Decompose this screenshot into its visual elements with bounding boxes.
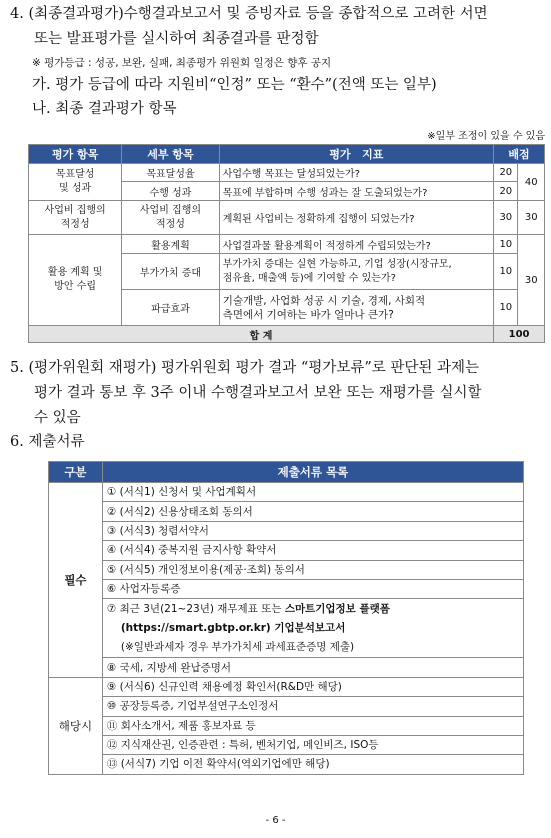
grade-note: ※ 평가등급 : 성공, 보완, 실패, 최종평가 위원회 일정은 향후 공지 [32,57,332,69]
sub-cell: 사업비 집행의 적정성 [122,201,219,235]
score-cell: 10 [494,254,518,290]
doc-item-financial [102,599,523,658]
eval-header-row [29,145,545,164]
score-cell: 30 [494,201,518,235]
list-item [49,579,524,598]
list-item [49,599,524,658]
indicator-cell: 부가가치 증대는 실현 가능하고, 기업 성장(시장규모, 점유율, 매출액 등)에 기여할 수 있는가? [219,254,493,290]
indicator-cell: 기술개발, 사업화 성공 시 기술, 경제, 사회적 측면에서 기여하는 바가 얼마나 큰가? [219,290,493,326]
evaluation-table [28,144,545,343]
section5-line2: 평가 결과 통보 후 3주 이내 수행결과보고서 보완 또는 재평가를 실시할 [34,385,482,401]
sub-cell: 목표달성율 [122,164,219,182]
doc-item: ③ (서식3) 청렴서약서 [102,521,523,540]
page-number: - 6 - [265,815,286,826]
item-na: 나. 최종 결과평가 항목 [32,101,177,117]
indicator-cell: 계획된 사업비는 정확하게 집행이 되었는가? [219,201,493,235]
eval-header-category: 평가 항목 [29,145,122,164]
list-item [49,677,524,696]
adjust-note: ※일부 조정이 있을 수 있음 [427,131,545,142]
sub-cell: 파급효과 [122,290,219,326]
docs-header-category: 구분 [49,462,103,483]
doc-item: ⑧ 국세, 지방세 완납증명서 [102,658,523,677]
doc-item: ⑫ 지식재산권, 인증관련 : 특허, 벤처기업, 메인비즈, ISO등 [102,735,523,754]
docs-header-list: 제출서류 목록 [102,462,523,483]
list-item [49,735,524,754]
sub-cell: 부가가치 증대 [122,254,219,290]
score-cell: 20 [494,182,518,201]
documents-table [48,461,524,775]
list-item [49,483,524,502]
list-item [49,755,524,774]
score-cell: 10 [494,235,518,254]
table-row [29,164,545,182]
list-item [49,560,524,579]
section4-line1: 4. (최종결과평가)수행결과보고서 및 증빙자료 등을 종합적으로 고려한 서면 [10,6,488,22]
total-label: 합 계 [29,326,494,343]
doc-item: ⑩ 공장등록증, 기업부설연구소인정서 [102,697,523,716]
doc-item: ⑤ (서식5) 개인정보이용(제공·조회) 동의서 [102,560,523,579]
group-total-cell: 30 [518,235,545,326]
doc-item-financial-d: (※일반과세자 경우 부가가치세 과세표준증명 제출) [120,640,355,653]
category-cell: 사업비 집행의 적정성 [29,201,122,235]
eval-header-indicator: 평가 지표 [219,145,493,164]
table-row [29,201,545,235]
doc-item-financial-a: ⑦ 최근 3년(21~23년) 재무제표 또는 [106,602,285,615]
section5-line3: 수 있음 [34,410,81,426]
optional-label: 해당시 [49,677,103,774]
list-item [49,716,524,735]
list-item [49,541,524,560]
doc-item: ④ (서식4) 중복지원 금지사항 확약서 [102,541,523,560]
doc-item-financial-b: 스마트기업정보 플랫폼 [284,602,390,615]
table-row [29,235,545,254]
eval-header-score: 배점 [494,145,545,164]
list-item [49,658,524,677]
eval-header-sub: 세부 항목 [122,145,219,164]
sub-cell: 활용계획 [122,235,219,254]
item-ga: 가. 평가 등급에 따라 지원비“인정” 또는 “환수”(전액 또는 일부) [32,77,437,93]
sub-cell: 수행 성과 [122,182,219,201]
total-row [29,326,545,343]
doc-item: ⑥ 사업자등록증 [102,579,523,598]
doc-item: ② (서식2) 신용상태조회 동의서 [102,502,523,521]
score-cell: 10 [494,290,518,326]
section6-title: 6. 제출서류 [10,434,85,450]
doc-item: ① (서식1) 신청서 및 사업계획서 [102,483,523,502]
total-value: 100 [494,326,545,343]
category-cell: 활용 계획 및 방안 수립 [29,235,122,326]
indicator-cell: 사업결과물 활용계획이 적정하게 수립되었는가? [219,235,493,254]
score-cell: 20 [494,164,518,182]
group-total-cell: 40 [518,164,545,201]
doc-item-financial-c: (https://smart.gbtp.or.kr) 기업분석보고서 [120,621,346,634]
list-item [49,521,524,540]
doc-item: ⑪ 회사소개서, 제품 홍보자료 등 [102,716,523,735]
group-total-cell: 30 [518,201,545,235]
required-label: 필수 [49,483,103,678]
indicator-cell: 사업수행 목표는 달성되었는가? [219,164,493,182]
list-item [49,697,524,716]
docs-header-row [49,462,524,483]
doc-item: ⑨ (서식6) 신규인력 채용예정 확인서(R&D만 해당) [102,677,523,696]
section4-line2: 또는 발표평가를 실시하여 최종결과를 판정함 [34,31,319,47]
category-cell: 목표달성 및 성과 [29,164,122,201]
list-item [49,502,524,521]
indicator-cell: 목표에 부합하며 수행 성과는 잘 도출되었는가? [219,182,493,201]
doc-item: ⑬ (서식7) 기업 이전 확약서(역외기업에만 해당) [102,755,523,774]
section5-line1: 5. (평가위원회 재평가) 평가위원회 평가 결과 “평가보류”로 판단된 과제는 [10,360,480,376]
